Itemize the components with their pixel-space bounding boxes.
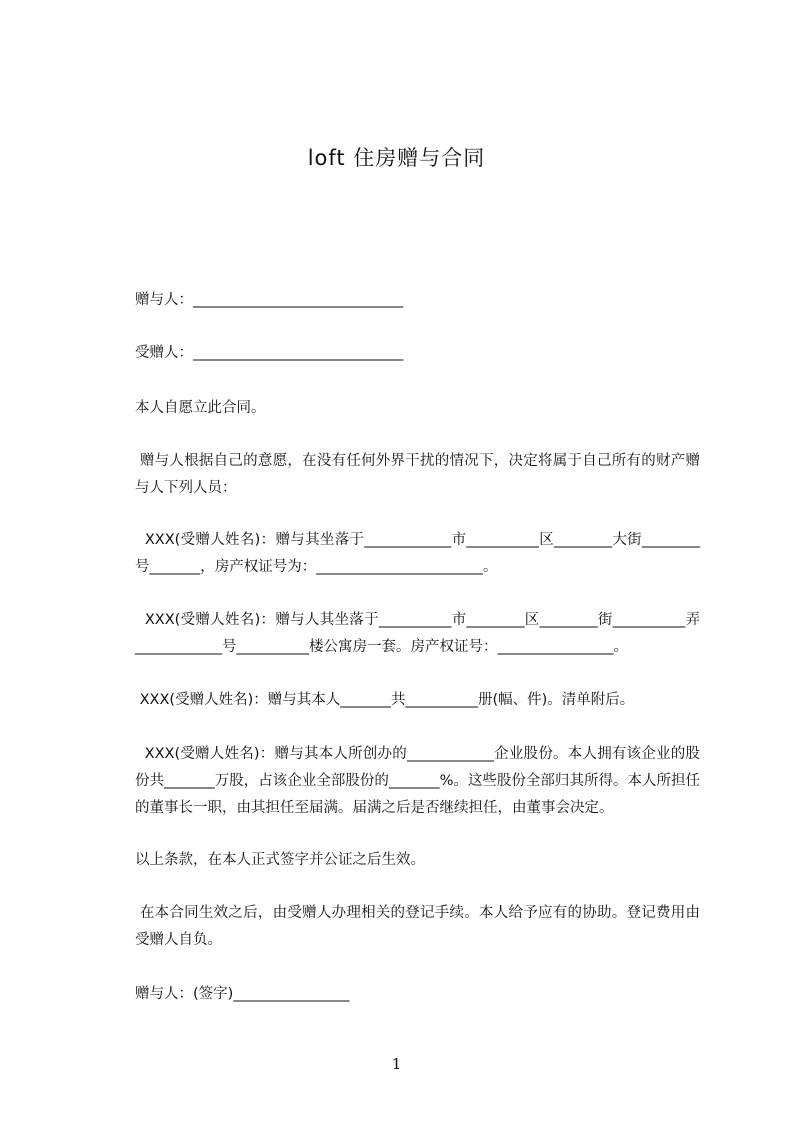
gift-item-shares: XXX(受赠人姓名)：赠与其本人所创办的____________企业股份。本人拥有该企业的股份共_______万股，占该企业全部股份的_______%。这些股份全部归其所得。本人所担任的董事长一职，由其担任至届满。届满之后是否继续担任，由董事会决定。 xyxy=(135,746,700,816)
intro-paragraph: 赠与人根据自己的意愿，在没有任何外界干扰的情况下，决定将属于自己所有的财产赠与人下列人员： xyxy=(135,453,700,496)
effect-paragraph: 以上条款，在本人正式签字并公证之后生效。 xyxy=(135,852,425,868)
gift-item-house-1: XXX(受赠人姓名)：赠与其坐落于____________市__________区________大街________号_______，房产权证号为：_______________________。 xyxy=(135,532,700,575)
gift-item-house-2: XXX(受赠人姓名)：赠与人其坐落于__________市________区________街__________弄____________号__________楼公寓房一套。房产权证号：________________。 xyxy=(135,612,701,655)
document-title: loft 住房赠与合同 xyxy=(307,146,486,170)
page-number: 1 xyxy=(391,1055,402,1073)
registration-paragraph: 在本合同生效之后，由受赠人办理相关的登记手续。本人给予应有的协助。登记费用由受赠人自负。 xyxy=(135,905,700,948)
signature-line: 赠与人：(签字)________________ xyxy=(135,986,350,1002)
gift-item-collection: XXX(受赠人姓名)：赠与其本人_______共__________册(幅、件)。清单附后。 xyxy=(135,692,635,708)
statement-paragraph: 本人自愿立此合同。 xyxy=(135,400,266,416)
donor-line: 赠与人：_____________________________ xyxy=(135,292,404,308)
donee-line: 受赠人：_____________________________ xyxy=(135,345,404,361)
